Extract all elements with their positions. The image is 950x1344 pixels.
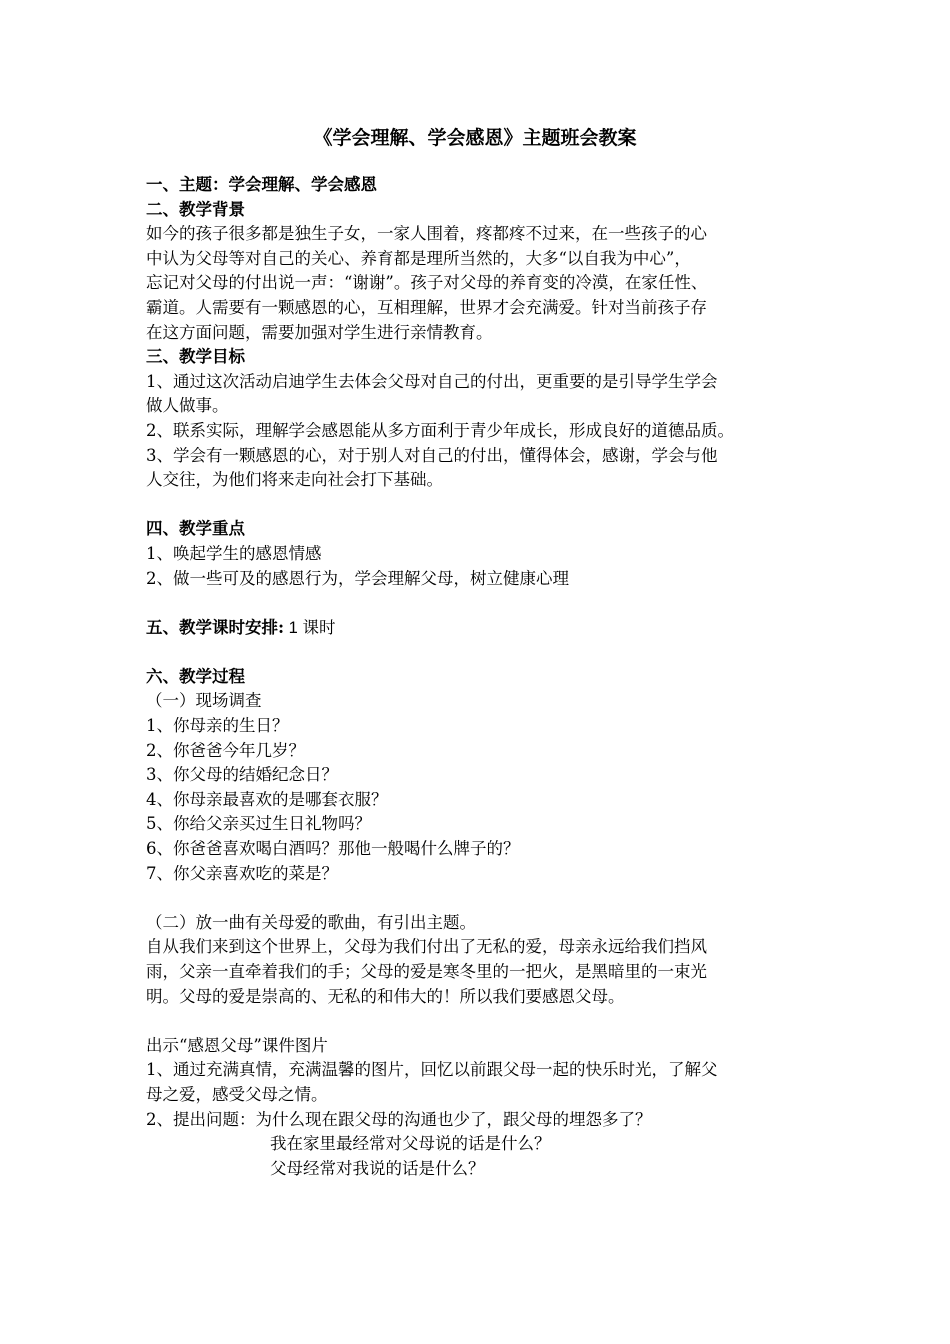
goal-line: 1、通过这次活动启迪学生去体会父母对自己的付出，更重要的是引导学生学会: [146, 371, 718, 391]
focus-line: 2、做一些可及的感恩行为，学会理解父母，树立健康心理: [146, 568, 569, 588]
section-process-heading: 六、教学过程: [146, 666, 245, 686]
section-schedule-value: 1 课时: [284, 618, 336, 637]
subsection-slides-label: 出示“感恩父母”课件图片: [146, 1035, 328, 1055]
paragraph-line: 明。父母的爱是崇高的、无私的和伟大的！所以我们要感恩父母。: [146, 986, 625, 1006]
paragraph-line: 忘记对父母的付出说一声：“谢谢”。孩子对父母的养育变的冷漠，在家任性、: [146, 273, 708, 293]
survey-question: 1、你母亲的生日？: [146, 716, 289, 736]
survey-question: 7、你父亲喜欢吃的菜是？: [146, 863, 338, 883]
goal-line: 做人做事。: [146, 396, 229, 416]
spacer: [146, 493, 836, 518]
paragraph-line: 如今的孩子很多都是独生子女，一家人围着，疼都疼不过来，在一些孩子的心: [146, 224, 707, 244]
paragraph-line: 中认为父母等对自己的关心、养育都是理所当然的，大多“以自我为中心”，: [146, 248, 691, 268]
paragraph-line: 雨，父亲一直牵着我们的手；父母的爱是寒冬里的一把火，是黑暗里的一束光: [146, 962, 707, 981]
survey-question: 3、你父母的结婚纪念日？: [146, 765, 338, 785]
survey-question: 2、你爸爸今年几岁？: [146, 740, 305, 760]
paragraph-line: 霸道。人需要有一颗感恩的心，互相理解，世界才会充满爱。针对当前孩子存: [146, 297, 707, 317]
subsection-song-label: （二）放一曲有关母爱的歌曲，有引出主题。: [146, 912, 476, 932]
indented-question: 我在家里最经常对父母说的话是什么？: [270, 1134, 551, 1154]
paragraph-line: 在这方面问题，需要加强对学生进行亲情教育。: [146, 322, 493, 342]
spacer: [146, 1009, 836, 1034]
section-goals-heading: 三、教学目标: [146, 347, 245, 367]
spacer: [146, 886, 836, 911]
document-body: [146, 173, 836, 1181]
goal-line: 人交往，为他们将来走向社会打下基础。: [146, 470, 443, 490]
subsection-survey-label: （一）现场调查: [146, 691, 262, 711]
goal-line: 3、学会有一颗感恩的心，对于别人对自己的付出，懂得体会，感谢，学会与他: [146, 445, 718, 465]
paragraph-line: 2、提出问题：为什么现在跟父母的沟通也少了，跟父母的埋怨多了？: [146, 1109, 652, 1129]
section-schedule-heading: 五、教学课时安排:: [146, 617, 285, 637]
spacer: [146, 591, 836, 616]
section-theme-heading: 一、主题：学会理解、学会感恩: [146, 175, 377, 194]
survey-question: 5、你给父亲买过生日礼物吗？: [146, 814, 371, 834]
indented-question: 父母经常对我说的话是什么？: [270, 1158, 485, 1178]
goal-line: 2、联系实际，理解学会感恩能从多方面利于青少年成长，形成良好的道德品质。: [146, 420, 734, 440]
section-schedule: [146, 616, 836, 641]
section-focus-heading: 四、教学重点: [146, 519, 245, 539]
document-title: 《学会理解、学会感恩》主题班会教案: [313, 127, 637, 149]
paragraph-line: 母之爱，感受父母之情。: [146, 1084, 328, 1104]
spacer: [146, 640, 836, 665]
section-background-heading: 二、教学背景: [146, 199, 245, 219]
focus-line: 1、唤起学生的感恩情感: [146, 543, 322, 563]
survey-question: 4、你母亲最喜欢的是哪套衣服？: [146, 789, 388, 809]
paragraph-line: 自从我们来到这个世界上，父母为我们付出了无私的爱，母亲永远给我们挡风: [146, 937, 707, 957]
paragraph-line: 1、通过充满真情，充满温馨的图片，回忆以前跟父母一起的快乐时光，了解父: [146, 1060, 718, 1080]
survey-question: 6、你爸爸喜欢喝白酒吗？那他一般喝什么牌子的？: [146, 839, 520, 859]
